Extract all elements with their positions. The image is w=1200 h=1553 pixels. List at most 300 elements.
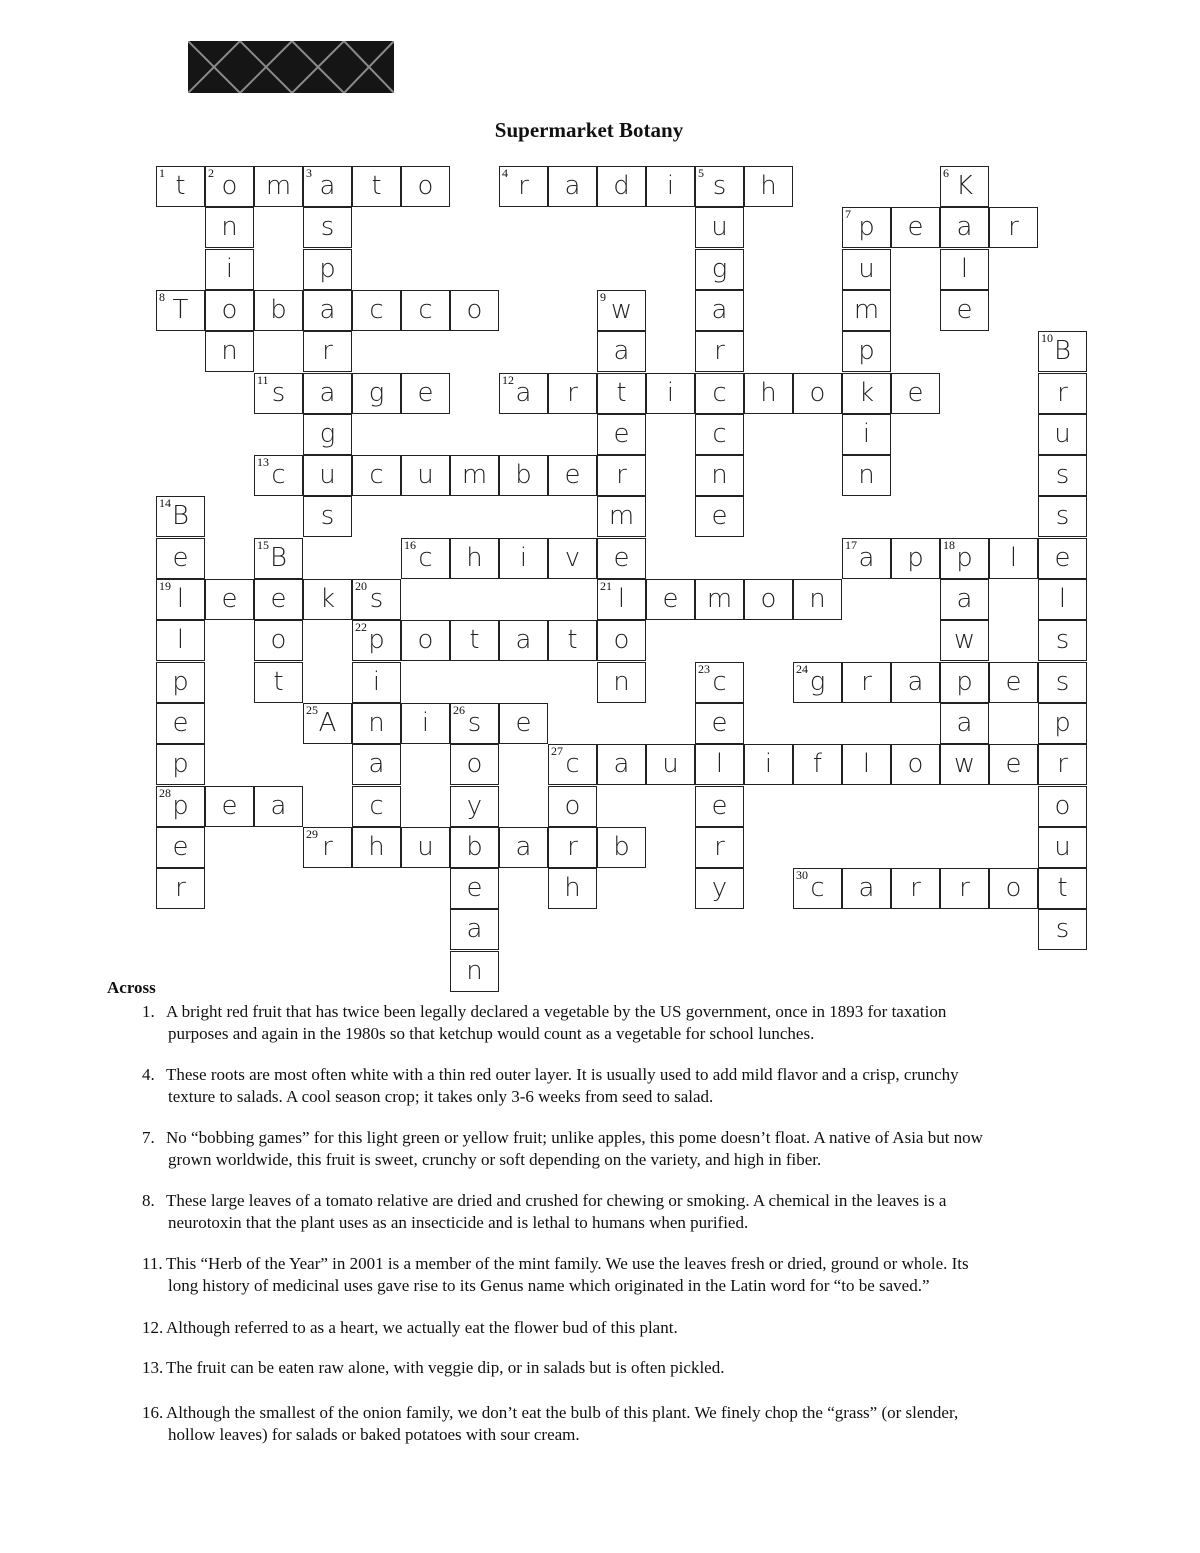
grid-cell[interactable]	[1038, 744, 1087, 785]
grid-cell[interactable]	[499, 455, 548, 496]
grid-cell[interactable]	[793, 579, 842, 620]
grid-cell[interactable]	[793, 373, 842, 414]
grid-cell[interactable]	[1038, 414, 1087, 455]
clue-text-continued: grown worldwide, this fruit is sweet, crunchy or soft depending on the variety, and high in fiber.	[168, 1150, 822, 1169]
handwritten-letter: a	[319, 171, 336, 201]
grid-cell[interactable]	[548, 373, 597, 414]
handwritten-letter: i	[862, 418, 871, 449]
grid-cell[interactable]	[989, 662, 1038, 703]
clue-number: 22	[355, 620, 367, 635]
grid-cell[interactable]	[401, 827, 450, 868]
grid-cell[interactable]	[205, 207, 254, 248]
handwritten-letter: a	[858, 873, 875, 904]
grid-cell[interactable]	[548, 827, 597, 868]
grid-cell[interactable]	[1038, 579, 1087, 620]
grid-cell[interactable]	[940, 538, 989, 579]
clue-number: 1	[159, 166, 165, 180]
handwritten-letter: r	[910, 873, 921, 904]
handwritten-letter: a	[515, 377, 532, 408]
clue-number: 20	[355, 579, 367, 593]
grid-cell[interactable]	[597, 662, 646, 703]
handwritten-letter: r	[175, 873, 186, 904]
grid-cell[interactable]	[401, 455, 450, 496]
grid-cell[interactable]	[548, 166, 597, 207]
handwritten-letter: m	[853, 294, 880, 325]
handwritten-letter: n	[809, 584, 826, 614]
handwritten-letter: u	[1054, 831, 1071, 862]
grid-cell[interactable]	[254, 620, 303, 661]
grid-cell[interactable]	[352, 703, 401, 744]
grid-cell[interactable]	[401, 373, 450, 414]
handwritten-letter: p	[956, 666, 973, 697]
grid-cell[interactable]	[205, 579, 254, 620]
handwritten-letter: l	[617, 584, 626, 614]
handwritten-letter: r	[322, 336, 333, 367]
grid-cell[interactable]	[352, 620, 401, 661]
grid-cell[interactable]	[156, 290, 205, 331]
grid-cell[interactable]	[842, 207, 891, 248]
worksheet-title: Supermarket Botany	[494, 118, 684, 142]
grid-cell[interactable]	[695, 207, 744, 248]
grid-cell[interactable]	[1038, 496, 1087, 537]
handwritten-letter: c	[418, 294, 433, 325]
grid-cell[interactable]	[695, 868, 744, 909]
grid-cell[interactable]	[303, 414, 352, 455]
handwritten-letter: a	[515, 831, 532, 862]
grid-cell[interactable]	[548, 455, 597, 496]
grid-cell[interactable]	[842, 455, 891, 496]
clue-text-continued: hollow leaves) for salads or baked potatoes with sour cream.	[168, 1425, 580, 1444]
handwritten-letter: o	[1005, 873, 1022, 904]
grid-cell[interactable]	[597, 290, 646, 331]
grid-cell[interactable]	[548, 786, 597, 827]
across-clue	[142, 1127, 1132, 1171]
handwritten-letter: o	[760, 584, 777, 614]
grid-cell[interactable]	[352, 373, 401, 414]
clue-number: 29	[306, 826, 318, 841]
grid-cell[interactable]	[646, 744, 695, 785]
grid-cell[interactable]	[842, 538, 891, 579]
handwritten-letter: a	[956, 584, 973, 614]
grid-cell[interactable]	[695, 703, 744, 744]
handwritten-letter: a	[711, 294, 728, 325]
grid-cell[interactable]	[548, 868, 597, 909]
handwritten-letter: o	[221, 171, 238, 201]
handwritten-letter: c	[810, 873, 825, 904]
handwritten-letter: i	[519, 542, 528, 573]
handwritten-letter: e	[956, 294, 973, 325]
grid-cell[interactable]	[303, 455, 352, 496]
handwritten-letter: u	[319, 460, 336, 491]
grid-cell[interactable]	[499, 373, 548, 414]
handwritten-letter: a	[956, 212, 973, 243]
grid-cell[interactable]	[254, 579, 303, 620]
grid-cell[interactable]	[891, 207, 940, 248]
grid-cell[interactable]	[205, 786, 254, 827]
grid-cell[interactable]	[352, 166, 401, 207]
grid-cell[interactable]	[499, 538, 548, 579]
grid-cell[interactable]	[1038, 455, 1087, 496]
handwritten-letter: e	[564, 460, 581, 491]
grid-cell[interactable]	[842, 331, 891, 372]
grid-cell[interactable]	[401, 166, 450, 207]
handwritten-letter: g	[368, 377, 385, 408]
grid-cell[interactable]	[891, 868, 940, 909]
clue-number: 12	[502, 372, 514, 387]
clue-number: 21	[600, 579, 612, 593]
handwritten-letter: s	[320, 501, 335, 532]
grid-cell[interactable]	[695, 290, 744, 331]
clue-text: A bright red fruit that has twice been legally declared a vegetable by the US government, once in 1893 for taxation	[166, 1002, 947, 1021]
clue-number: 23	[698, 661, 710, 676]
across-clue	[142, 1317, 1132, 1339]
grid-cell[interactable]	[695, 414, 744, 455]
grid-cell[interactable]	[156, 579, 205, 620]
clue-number: 9	[600, 289, 606, 304]
grid-cell[interactable]	[303, 579, 352, 620]
clue-number: 24	[796, 661, 808, 676]
handwritten-letter: t	[1057, 873, 1068, 904]
grid-cell[interactable]	[744, 373, 793, 414]
handwritten-letter: u	[662, 749, 679, 780]
handwritten-letter: r	[567, 377, 578, 408]
grid-cell[interactable]	[940, 703, 989, 744]
grid-cell[interactable]	[450, 290, 499, 331]
grid-cell[interactable]	[842, 744, 891, 785]
grid-cell[interactable]	[1038, 868, 1087, 909]
grid-cell[interactable]	[940, 579, 989, 620]
grid-cell[interactable]	[1038, 331, 1087, 372]
grid-cell[interactable]	[254, 786, 303, 827]
grid-cell[interactable]	[450, 455, 499, 496]
handwritten-letter: r	[1008, 212, 1019, 243]
handwritten-letter: T	[172, 294, 189, 325]
handwritten-letter: h	[466, 542, 483, 573]
grid-cell[interactable]	[303, 290, 352, 331]
handwritten-letter: n	[221, 336, 238, 367]
handwritten-letter: c	[418, 542, 433, 573]
grid-cell[interactable]	[450, 703, 499, 744]
clue-text: These roots are most often white with a thin red outer layer. It is usually used to add mild flavor and a crisp, crunchy	[166, 1065, 959, 1084]
grid-cell[interactable]	[303, 166, 352, 207]
grid-cell[interactable]	[989, 868, 1038, 909]
grid-cell[interactable]	[940, 207, 989, 248]
handwritten-letter: b	[515, 460, 532, 491]
handwritten-letter: B	[1053, 336, 1072, 367]
handwritten-letter: u	[711, 212, 728, 243]
grid-cell[interactable]	[205, 290, 254, 331]
grid-cell[interactable]	[352, 290, 401, 331]
clue-number: 14	[159, 496, 171, 511]
grid-cell[interactable]	[450, 620, 499, 661]
clue-text: These large leaves of a tomato relative are dried and crushed for chewing or smoking. A chemical in the leaves is a	[166, 1191, 947, 1210]
grid-cell[interactable]	[793, 662, 842, 703]
grid-cell[interactable]	[205, 249, 254, 290]
grid-cell[interactable]	[695, 455, 744, 496]
grid-cell[interactable]	[597, 166, 646, 207]
grid-cell[interactable]	[646, 166, 695, 207]
handwritten-letter: l	[960, 253, 969, 284]
across-clue	[142, 1001, 1132, 1045]
grid-cell[interactable]	[450, 786, 499, 827]
clue-number: 2	[208, 166, 214, 180]
grid-cell[interactable]	[597, 373, 646, 414]
handwritten-letter: p	[956, 542, 973, 573]
grid-cell[interactable]	[842, 290, 891, 331]
grid-cell[interactable]	[156, 786, 205, 827]
grid-cell[interactable]	[450, 868, 499, 909]
grid-cell[interactable]	[597, 620, 646, 661]
handwritten-letter: p	[368, 625, 385, 656]
clue-text: This “Herb of the Year” in 2001 is a member of the mint family. We use the leaves fresh or dried, ground or whole. Its	[166, 1254, 969, 1273]
handwritten-letter: d	[613, 171, 630, 201]
grid-cell[interactable]	[352, 455, 401, 496]
handwritten-letter: r	[567, 831, 578, 862]
grid-cell[interactable]	[450, 744, 499, 785]
grid-cell[interactable]	[793, 744, 842, 785]
handwritten-letter: e	[711, 501, 728, 532]
clue-number: 11.	[142, 1254, 163, 1273]
grid-cell[interactable]	[793, 868, 842, 909]
grid-cell[interactable]	[499, 703, 548, 744]
grid-cell[interactable]	[842, 249, 891, 290]
grid-cell[interactable]	[450, 538, 499, 579]
grid-cell[interactable]	[352, 662, 401, 703]
grid-cell[interactable]	[695, 662, 744, 703]
handwritten-letter: a	[564, 171, 581, 201]
handwritten-letter: e	[417, 377, 434, 408]
grid-cell[interactable]	[695, 373, 744, 414]
handwritten-letter: o	[809, 377, 826, 408]
grid-cell[interactable]	[695, 496, 744, 537]
clue-number: 8	[159, 289, 165, 304]
grid-cell[interactable]	[695, 331, 744, 372]
handwritten-letter: p	[172, 790, 189, 821]
handwritten-letter: r	[518, 171, 529, 201]
grid-cell[interactable]	[499, 166, 548, 207]
handwritten-letter: l	[176, 584, 185, 614]
clue-number: 27	[551, 744, 563, 759]
grid-cell[interactable]	[646, 373, 695, 414]
clue-number: 25	[306, 702, 318, 717]
handwritten-letter: B	[269, 542, 288, 573]
grid-cell[interactable]	[891, 744, 940, 785]
handwritten-letter: a	[907, 666, 924, 697]
handwritten-letter: p	[858, 212, 875, 243]
handwritten-letter: s	[1055, 501, 1070, 532]
grid-cell[interactable]	[597, 496, 646, 537]
grid-cell[interactable]	[156, 703, 205, 744]
handwritten-letter: l	[715, 749, 724, 780]
handwritten-letter: t	[469, 625, 480, 656]
grid-cell[interactable]	[891, 538, 940, 579]
clue-number: 5	[698, 166, 704, 180]
handwritten-letter: a	[613, 336, 630, 367]
grid-cell[interactable]	[597, 579, 646, 620]
grid-cell[interactable]	[744, 744, 793, 785]
grid-cell[interactable]	[303, 827, 352, 868]
grid-cell[interactable]	[1038, 827, 1087, 868]
grid-cell[interactable]	[597, 827, 646, 868]
grid-cell[interactable]	[303, 496, 352, 537]
grid-cell[interactable]	[401, 620, 450, 661]
grid-cell[interactable]	[303, 331, 352, 372]
clue-number: 7.	[142, 1128, 155, 1147]
grid-cell[interactable]	[254, 538, 303, 579]
grid-cell[interactable]	[205, 166, 254, 207]
grid-cell[interactable]	[989, 744, 1038, 785]
clue-number: 4.	[142, 1065, 155, 1084]
grid-cell[interactable]	[744, 579, 793, 620]
grid-cell[interactable]	[1038, 538, 1087, 579]
handwritten-letter: n	[221, 212, 238, 243]
grid-cell[interactable]	[695, 827, 744, 868]
grid-cell[interactable]	[254, 290, 303, 331]
grid-cell[interactable]	[303, 249, 352, 290]
grid-cell[interactable]	[254, 455, 303, 496]
grid-cell[interactable]	[1038, 620, 1087, 661]
grid-cell[interactable]	[156, 496, 205, 537]
grid-cell[interactable]	[499, 827, 548, 868]
grid-cell[interactable]	[989, 538, 1038, 579]
grid-cell[interactable]	[1038, 373, 1087, 414]
grid-cell[interactable]	[156, 166, 205, 207]
grid-cell[interactable]	[597, 331, 646, 372]
handwritten-letter: r	[1057, 749, 1068, 780]
grid-cell[interactable]	[597, 744, 646, 785]
grid-cell[interactable]	[940, 166, 989, 207]
handwritten-letter: o	[466, 294, 483, 325]
grid-cell[interactable]	[254, 373, 303, 414]
clue-text: The fruit can be eaten raw alone, with veggie dip, or in salads but is often pickled.	[166, 1358, 725, 1377]
grid-cell[interactable]	[695, 744, 744, 785]
grid-cell[interactable]	[205, 331, 254, 372]
grid-cell[interactable]	[940, 249, 989, 290]
grid-cell[interactable]	[548, 744, 597, 785]
grid-cell[interactable]	[352, 827, 401, 868]
grid-cell[interactable]	[1038, 786, 1087, 827]
grid-cell[interactable]	[1038, 662, 1087, 703]
handwritten-letter: h	[564, 873, 581, 904]
handwritten-letter: n	[466, 955, 483, 986]
grid-cell[interactable]	[401, 290, 450, 331]
grid-cell[interactable]	[940, 744, 989, 785]
grid-cell[interactable]	[891, 662, 940, 703]
grid-cell[interactable]	[548, 538, 597, 579]
handwritten-letter: l	[1009, 542, 1018, 573]
grid-cell[interactable]	[156, 868, 205, 909]
grid-cell[interactable]	[303, 207, 352, 248]
handwritten-letter: e	[907, 212, 924, 243]
handwritten-letter: e	[613, 542, 630, 573]
grid-cell[interactable]	[842, 373, 891, 414]
grid-cell[interactable]	[646, 579, 695, 620]
handwritten-letter: l	[176, 625, 185, 656]
grid-cell[interactable]	[254, 166, 303, 207]
grid-cell[interactable]	[352, 579, 401, 620]
grid-cell[interactable]	[450, 909, 499, 950]
grid-cell[interactable]	[156, 538, 205, 579]
handwritten-letter: r	[1057, 377, 1068, 408]
handwritten-letter: e	[172, 831, 189, 862]
grid-cell[interactable]	[156, 827, 205, 868]
handwritten-letter: h	[368, 831, 385, 862]
handwritten-letter: v	[564, 542, 581, 573]
handwritten-letter: A	[318, 707, 337, 738]
handwritten-letter: e	[662, 584, 679, 614]
grid-cell[interactable]	[940, 662, 989, 703]
grid-cell[interactable]	[352, 744, 401, 785]
clue-number: 12.	[142, 1318, 164, 1337]
grid-cell[interactable]	[401, 538, 450, 579]
clue-number: 15	[257, 537, 269, 552]
clue-text-continued: texture to salads. A cool season crop; it takes only 3-6 weeks from seed to salad.	[168, 1087, 714, 1106]
handwritten-letter: y	[466, 790, 483, 821]
grid-cell[interactable]	[891, 373, 940, 414]
grid-cell[interactable]	[695, 166, 744, 207]
clue-number: 4	[502, 166, 508, 180]
grid-cell[interactable]	[842, 662, 891, 703]
handwritten-letter: o	[466, 749, 483, 780]
grid-cell[interactable]	[156, 662, 205, 703]
clue-number: 7	[845, 207, 851, 222]
grid-cell[interactable]	[352, 786, 401, 827]
grid-cell[interactable]	[450, 827, 499, 868]
grid-cell[interactable]	[597, 455, 646, 496]
grid-cell[interactable]	[450, 951, 499, 992]
grid-cell[interactable]	[597, 538, 646, 579]
grid-cell[interactable]	[1038, 703, 1087, 744]
across-clue	[142, 1357, 1132, 1379]
clue-number: 1.	[142, 1002, 155, 1021]
grid-cell[interactable]	[401, 703, 450, 744]
grid-cell[interactable]	[156, 744, 205, 785]
grid-cell[interactable]	[695, 579, 744, 620]
grid-cell[interactable]	[303, 703, 352, 744]
handwritten-letter: w	[953, 625, 976, 656]
clue-text-continued: purposes and again in the 1980s so that ketchup would count as a vegetable for school lunches.	[168, 1024, 815, 1043]
grid-cell[interactable]	[842, 414, 891, 455]
handwritten-letter: u	[417, 460, 434, 491]
handwritten-letter: r	[714, 831, 725, 862]
grid-cell[interactable]	[254, 662, 303, 703]
grid-cell[interactable]	[695, 786, 744, 827]
grid-cell[interactable]	[1038, 909, 1087, 950]
handwritten-letter: e	[270, 584, 287, 614]
handwritten-letter: c	[712, 418, 727, 449]
handwritten-letter: t	[175, 171, 186, 201]
grid-cell[interactable]	[989, 207, 1038, 248]
grid-cell[interactable]	[303, 373, 352, 414]
grid-cell[interactable]	[499, 620, 548, 661]
clue-text: Although the smallest of the onion family, we don’t eat the bulb of this plant. We finely chop the “grass” (or slender,	[166, 1403, 959, 1422]
grid-cell[interactable]	[548, 620, 597, 661]
grid-cell[interactable]	[744, 166, 793, 207]
grid-cell[interactable]	[597, 414, 646, 455]
grid-cell[interactable]	[940, 620, 989, 661]
handwritten-letter: i	[225, 253, 234, 284]
grid-cell[interactable]	[156, 620, 205, 661]
handwritten-letter: o	[417, 171, 434, 201]
grid-cell[interactable]	[940, 290, 989, 331]
handwritten-letter: o	[221, 294, 238, 325]
handwritten-letter: r	[861, 666, 872, 697]
grid-cell[interactable]	[695, 249, 744, 290]
grid-cell[interactable]	[842, 868, 891, 909]
grid-cell[interactable]	[940, 868, 989, 909]
clue-number: 18	[943, 537, 955, 552]
handwritten-letter: w	[953, 749, 976, 780]
